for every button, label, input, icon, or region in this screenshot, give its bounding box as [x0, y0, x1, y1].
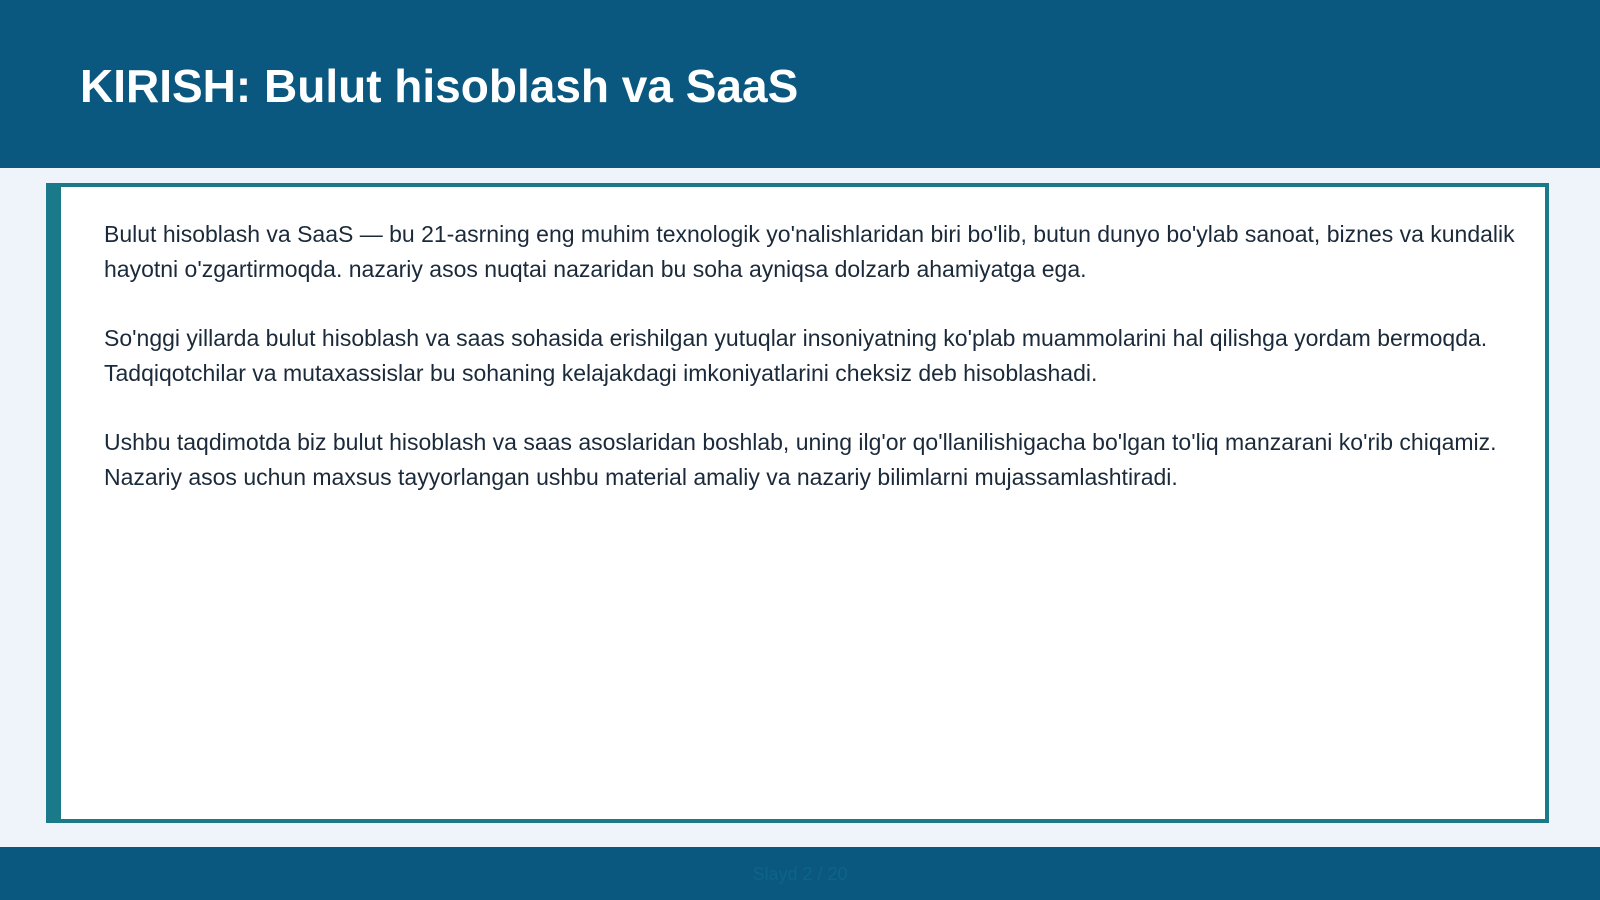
paragraph-intro: Bulut hisoblash va SaaS — bu 21-asrning eng muhim texnologik yo'nalishlaridan biri bo'lib, butun dunyo bo'ylab sanoat, biznes va kundalik hayotni o'zgartirmoqda. nazariy asos nuqtai nazaridan bu soha ayniqsa dolzarb ahamiyatga ega.	[104, 221, 1515, 282]
slide-title: KIRISH: Bulut hisoblash va SaaS	[80, 60, 799, 112]
content-text	[104, 217, 1524, 529]
paragraph-overview: Ushbu taqdimotda biz bulut hisoblash va saas asoslaridan boshlab, uning ilg'or qo'llanilishigacha bo'lgan to'liq manzarani ko'rib chiqamiz. Nazariy asos uchun maxsus tayyorlangan ushbu material amaliy va nazariy bilimlarni mujassamlashtiradi.	[104, 429, 1497, 490]
slide-footer	[0, 847, 1600, 900]
slide-header	[0, 0, 1600, 168]
slide-number: Slayd 2 / 20	[752, 864, 848, 884]
paragraph-progress: So'nggi yillarda bulut hisoblash va saas sohasida erishilgan yutuqlar insoniyatning ko'plab muammolarini hal qilishga yordam bermoqda. Tadqiqotchilar va mutaxassislar bu sohaning kelajakdagi imkoniyatlarini cheksiz deb hisoblashadi.	[104, 325, 1488, 386]
